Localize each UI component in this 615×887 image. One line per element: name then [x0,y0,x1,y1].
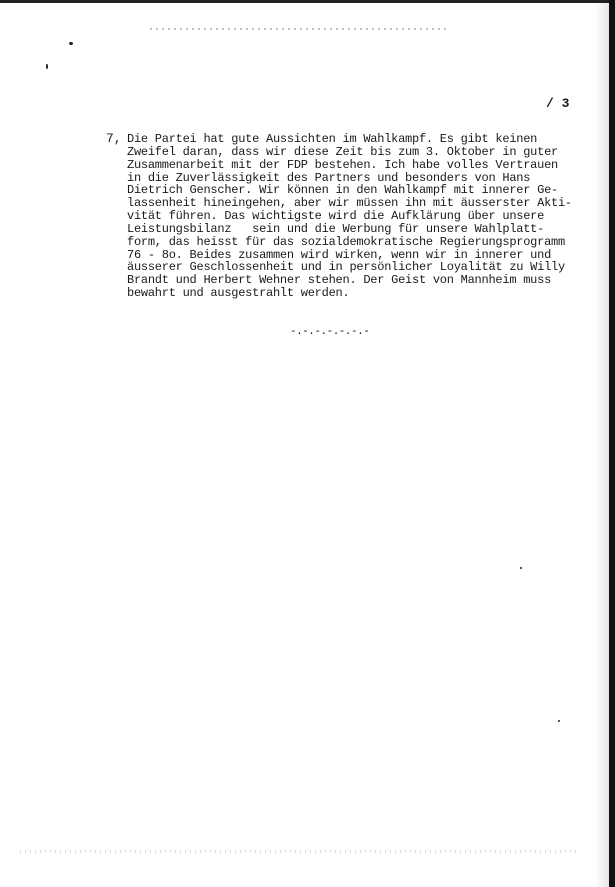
paragraph-text [127,133,597,300]
scan-top-noise [150,28,450,30]
scan-top-edge [0,0,615,3]
scan-speck [558,720,560,722]
text-line: in die Zuverlässigkeit des Partners und besonders von Hans [127,170,531,185]
scan-speck [46,64,48,69]
text-line: form, das heisst für das sozialdemokratische Regierungsprogramm [127,234,565,249]
scan-right-edge [609,0,615,887]
text-line: Zusammenarbeit mit der FDP bestehen. Ich habe volles Vertrauen [127,157,558,172]
scan-bottom-noise [20,850,580,853]
scan-right-shade [595,0,609,887]
text-line: bewahrt und ausgestrahlt werden. [127,286,350,301]
page-number: / 3 [546,96,570,111]
text-line: 76 - 8o. Beides zusammen wird wirken, wenn wir in innerer und [127,247,552,262]
text-line: Zweifel daran, dass wir diese Zeit bis zum 3. Oktober in guter [127,144,558,159]
text-line: äusserer Geschlossenheit und in persönlicher Loyalität zu Willy [127,260,565,275]
text-line: Dietrich Genscher. Wir können in den Wahlkampf mit innerer Ge- [127,183,558,198]
text-line: Leistungsbilanz sein und die Werbung für unsere Wahlplatt- [127,221,545,236]
scan-speck [520,567,522,569]
text-line: Brandt und Herbert Wehner stehen. Der Geist von Mannheim muss [127,273,552,288]
text-line: vität führen. Das wichtigste wird die Aufklärung über unsere [127,209,545,224]
text-line: Die Partei hat gute Aussichten im Wahlkampf. Es gibt keinen [127,132,538,146]
scan-speck [69,42,73,45]
paragraph-number: 7, [106,131,122,146]
text-line: lassenheit hineingehen, aber wir müssen ihn mit äusserster Akti- [127,196,572,211]
section-separator: -.-.-.-.-.-.- [290,326,370,338]
